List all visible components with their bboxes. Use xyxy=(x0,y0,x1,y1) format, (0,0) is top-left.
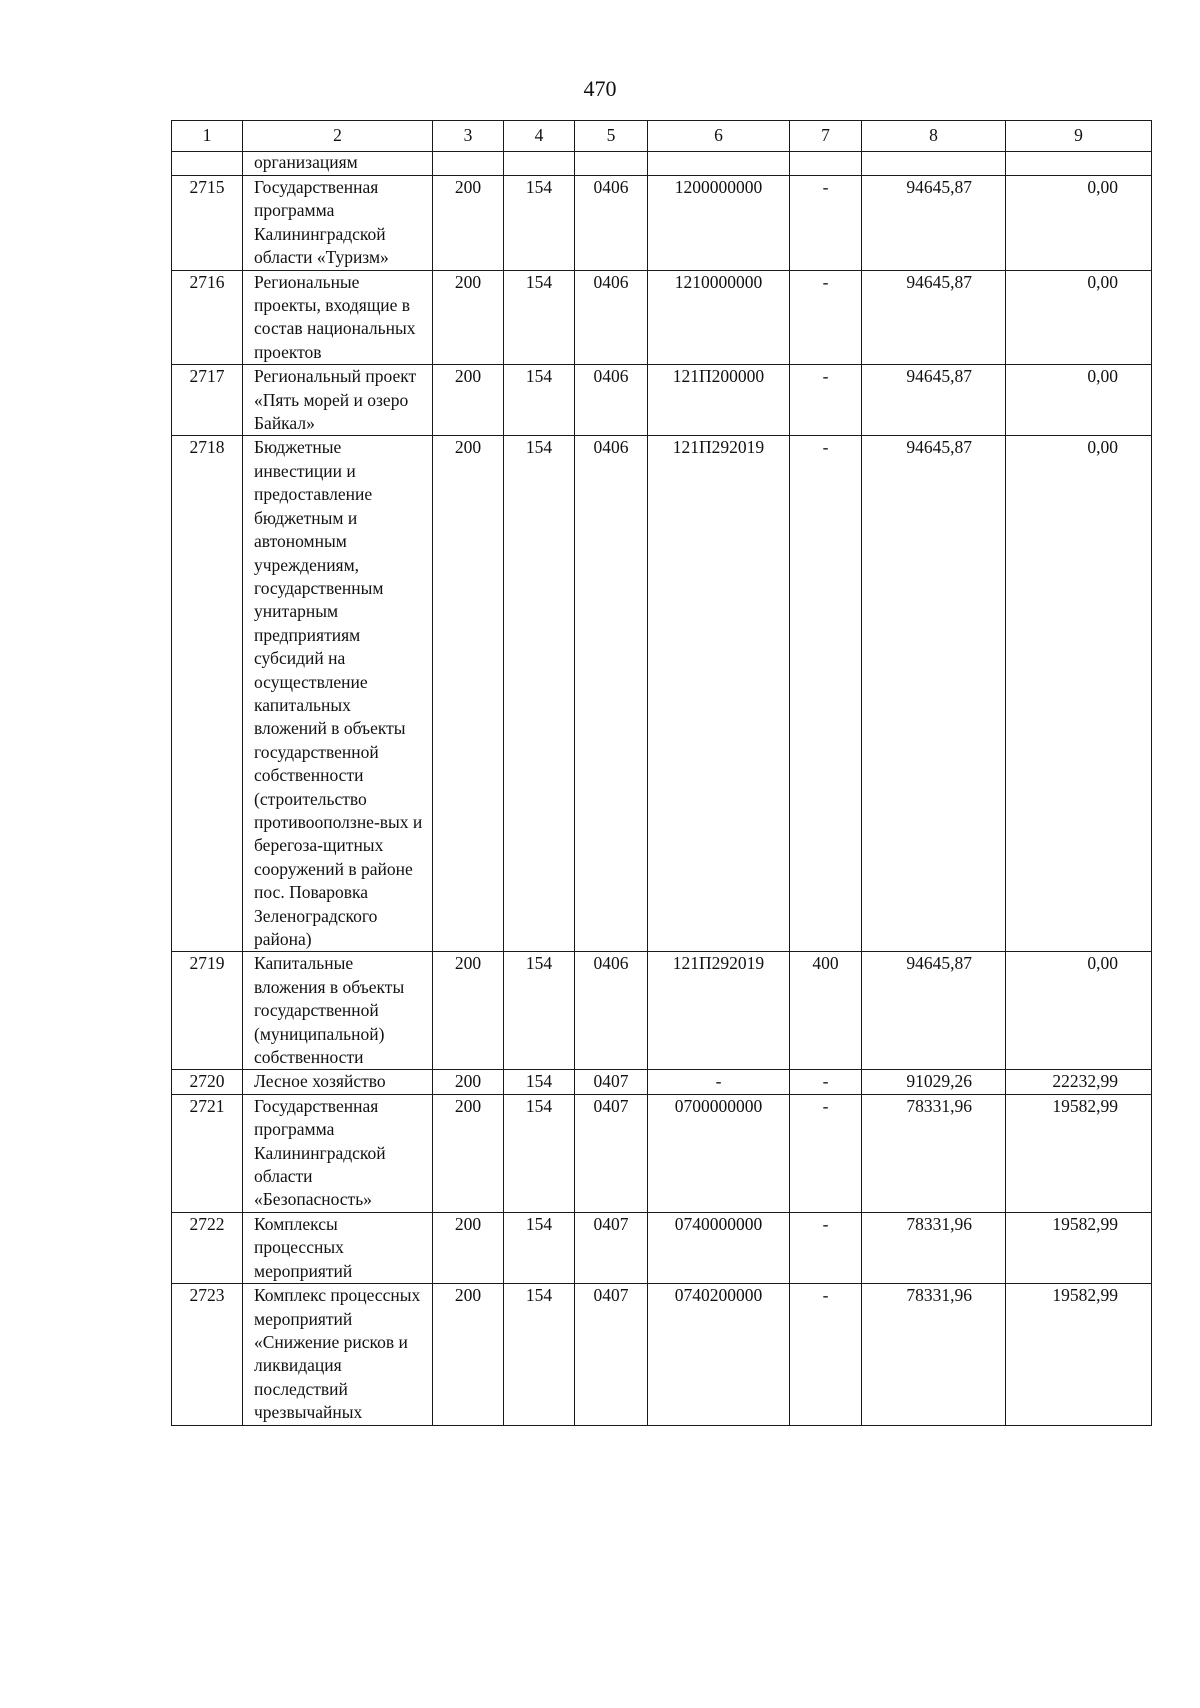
column-header: 2 xyxy=(243,121,433,152)
cell-col8: 78331,96 xyxy=(862,1212,1006,1283)
cell-col3: 200 xyxy=(433,1094,504,1212)
empty-cell xyxy=(790,152,862,176)
row-name-cell: Бюджетные инвестиции и предоставление бюджетным и автономным учреждениям, государственным унитарным предприятиям субсидий на осуществление капитальных вложений в объекты государственной собственности (строительство противооползне-вых и берегоза-щитных сооружений в районе пос. Поваровка Зеленоградского района) xyxy=(243,436,433,952)
cell-col8: 91029,26 xyxy=(862,1070,1006,1094)
cell-col4: 154 xyxy=(504,1094,575,1212)
cell-col6: 0700000000 xyxy=(648,1094,790,1212)
cell-col9: 0,00 xyxy=(1006,436,1152,952)
cell-col6: 121П200000 xyxy=(648,365,790,436)
row-name-cell: Комплексы процессных мероприятий xyxy=(243,1212,433,1283)
row-number-cell: 2715 xyxy=(172,176,243,271)
cell-col7: - xyxy=(790,270,862,365)
row-name-cell: Региональные проекты, входящие в состав национальных проектов xyxy=(243,270,433,365)
row-number-cell: 2719 xyxy=(172,952,243,1070)
cell-col5: 0407 xyxy=(575,1212,648,1283)
cell-col7: 400 xyxy=(790,952,862,1070)
row-name-cell: Государственная программа Калининградской области «Туризм» xyxy=(243,176,433,271)
cell-col7: - xyxy=(790,1094,862,1212)
cell-col3: 200 xyxy=(433,436,504,952)
column-header: 8 xyxy=(862,121,1006,152)
cell-col6: - xyxy=(648,1070,790,1094)
table-row xyxy=(172,365,1152,436)
empty-cell xyxy=(433,152,504,176)
cell-col8: 94645,87 xyxy=(862,436,1006,952)
row-number-cell: 2722 xyxy=(172,1212,243,1283)
cell-col3: 200 xyxy=(433,1284,504,1425)
row-name-cell: организациям xyxy=(243,152,433,176)
cell-col6: 121П292019 xyxy=(648,952,790,1070)
cell-col3: 200 xyxy=(433,952,504,1070)
row-name-cell: Капитальные вложения в объекты государственной (муниципальной) собственности xyxy=(243,952,433,1070)
cell-col5: 0406 xyxy=(575,952,648,1070)
cell-col8: 94645,87 xyxy=(862,952,1006,1070)
row-name-cell: Лесное хозяйство xyxy=(243,1070,433,1094)
column-header: 6 xyxy=(648,121,790,152)
row-number-cell: 2716 xyxy=(172,270,243,365)
table-row xyxy=(172,176,1152,271)
cell-col5: 0407 xyxy=(575,1284,648,1425)
cell-col5: 0406 xyxy=(575,176,648,271)
cell-col9: 19582,99 xyxy=(1006,1094,1152,1212)
column-header: 5 xyxy=(575,121,648,152)
table-row xyxy=(172,436,1152,952)
cell-col9: 0,00 xyxy=(1006,952,1152,1070)
cell-col9: 19582,99 xyxy=(1006,1284,1152,1425)
cell-col4: 154 xyxy=(504,1070,575,1094)
cell-col4: 154 xyxy=(504,1284,575,1425)
cell-col7: - xyxy=(790,1070,862,1094)
cell-col7: - xyxy=(790,365,862,436)
empty-cell xyxy=(504,152,575,176)
row-name-cell: Региональный проект «Пять морей и озеро Байкал» xyxy=(243,365,433,436)
cell-col9: 22232,99 xyxy=(1006,1070,1152,1094)
table-row xyxy=(172,1094,1152,1212)
cell-col4: 154 xyxy=(504,270,575,365)
cell-col5: 0406 xyxy=(575,270,648,365)
row-number-cell: 2720 xyxy=(172,1070,243,1094)
row-number-cell: 2721 xyxy=(172,1094,243,1212)
row-number-cell xyxy=(172,152,243,176)
cell-col6: 121П292019 xyxy=(648,436,790,952)
cell-col4: 154 xyxy=(504,436,575,952)
column-header: 1 xyxy=(172,121,243,152)
cell-col9: 19582,99 xyxy=(1006,1212,1152,1283)
table-row xyxy=(172,1284,1152,1425)
cell-col8: 78331,96 xyxy=(862,1284,1006,1425)
cell-col4: 154 xyxy=(504,365,575,436)
cell-col4: 154 xyxy=(504,952,575,1070)
cell-col8: 94645,87 xyxy=(862,270,1006,365)
empty-cell xyxy=(648,152,790,176)
cell-col7: - xyxy=(790,176,862,271)
column-header: 4 xyxy=(504,121,575,152)
cell-col5: 0407 xyxy=(575,1070,648,1094)
cell-col9: 0,00 xyxy=(1006,365,1152,436)
column-header: 7 xyxy=(790,121,862,152)
row-number-cell: 2723 xyxy=(172,1284,243,1425)
cell-col6: 1210000000 xyxy=(648,270,790,365)
row-number-cell: 2717 xyxy=(172,365,243,436)
column-header: 3 xyxy=(433,121,504,152)
cell-col3: 200 xyxy=(433,1070,504,1094)
cell-col6: 0740200000 xyxy=(648,1284,790,1425)
empty-cell xyxy=(1006,152,1152,176)
header-row xyxy=(172,121,1152,152)
cell-col5: 0406 xyxy=(575,436,648,952)
cell-col7: - xyxy=(790,436,862,952)
budget-table xyxy=(171,120,1152,1426)
row-number-cell: 2718 xyxy=(172,436,243,952)
cell-col5: 0407 xyxy=(575,1094,648,1212)
cell-col6: 1200000000 xyxy=(648,176,790,271)
cell-col7: - xyxy=(790,1212,862,1283)
column-header: 9 xyxy=(1006,121,1152,152)
cell-col7: - xyxy=(790,1284,862,1425)
row-name-cell: Комплекс процессных мероприятий «Снижение рисков и ликвидация последствий чрезвычайных xyxy=(243,1284,433,1425)
empty-cell xyxy=(575,152,648,176)
cell-col8: 78331,96 xyxy=(862,1094,1006,1212)
cell-col8: 94645,87 xyxy=(862,365,1006,436)
cell-col9: 0,00 xyxy=(1006,270,1152,365)
cell-col3: 200 xyxy=(433,176,504,271)
cell-col3: 200 xyxy=(433,270,504,365)
continuation-row xyxy=(172,152,1152,176)
page-number: 470 xyxy=(583,76,617,101)
cell-col6: 0740000000 xyxy=(648,1212,790,1283)
cell-col8: 94645,87 xyxy=(862,176,1006,271)
table-row xyxy=(172,1212,1152,1283)
cell-col5: 0406 xyxy=(575,365,648,436)
cell-col3: 200 xyxy=(433,1212,504,1283)
cell-col3: 200 xyxy=(433,365,504,436)
cell-col4: 154 xyxy=(504,1212,575,1283)
cell-col9: 0,00 xyxy=(1006,176,1152,271)
empty-cell xyxy=(862,152,1006,176)
cell-col4: 154 xyxy=(504,176,575,271)
table-row xyxy=(172,952,1152,1070)
row-name-cell: Государственная программа Калининградской области «Безопасность» xyxy=(243,1094,433,1212)
table-row xyxy=(172,270,1152,365)
table-row xyxy=(172,1070,1152,1094)
